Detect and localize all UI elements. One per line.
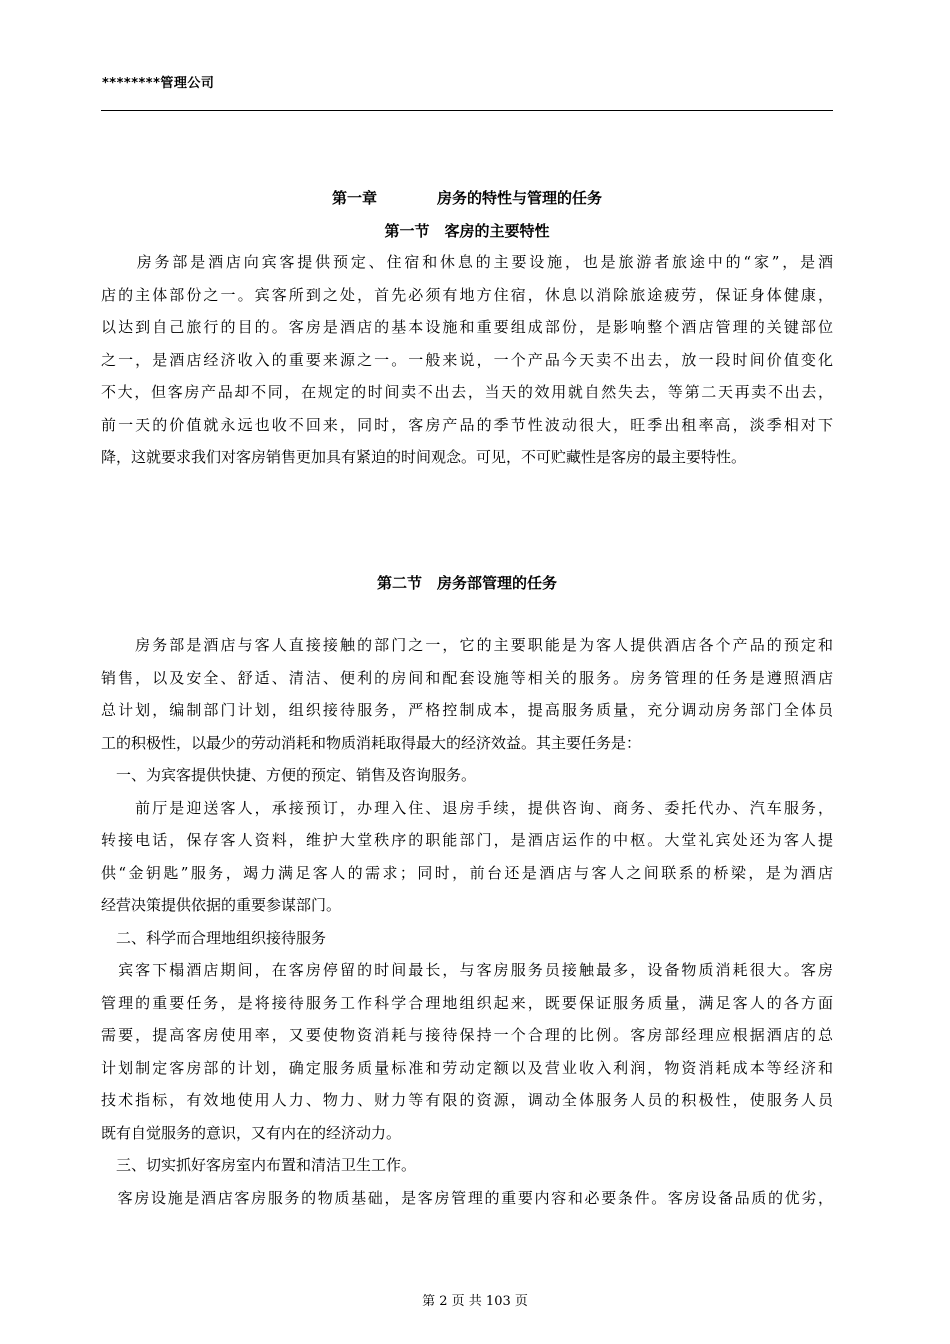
chapter-title: 第一章 房务的特性与管理的任务 [331, 189, 602, 207]
paragraph-line: 销售，以及安全、舒适、清洁、便利的房间和配套设施等相关的服务。房务管理的任务是遵照酒店 [101, 668, 833, 687]
company-header: ********管理公司 [102, 76, 215, 91]
paragraph-line: 降，这就要求我们对客房销售更加具有紧迫的时间观念。可见，不可贮藏性是客房的最主要特性。 [101, 448, 747, 466]
header-rule [101, 110, 833, 111]
paragraph-line: 既有自觉服务的意识，又有内在的经济动力。 [101, 1123, 402, 1142]
list-heading: 二、科学而合理地组织接待服务 [101, 928, 327, 947]
paragraph-line: 客房设施是酒店客房服务的物质基础，是客房管理的重要内容和必要条件。客房设备品质的优劣， [101, 1188, 833, 1207]
section1-body [101, 246, 833, 474]
list-heading: 一、为宾客提供快捷、方便的预定、销售及咨询服务。 [101, 766, 477, 784]
paragraph-line: 房务部是酒店与客人直接接触的部门之一，它的主要职能是为客人提供酒店各个产品的预定和 [101, 636, 833, 654]
paragraph-line: 需要，提高客房使用率，又要使物资消耗与接待保持一个合理的比例。客房部经理应根据酒店的总 [101, 1026, 833, 1044]
paragraph-line: 房务部是酒店向宾客提供预定、住宿和休息的主要设施，也是旅游者旅途中的“家”，是酒 [101, 253, 833, 271]
paragraph-line: 经营决策提供依据的重要参谋部门。 [101, 896, 342, 914]
paragraph-line: 计划制定客房部的计划，确定服务质量标准和劳动定额以及营业收入利润，物资消耗成本等经济和 [101, 1058, 833, 1077]
section2-title: 第二节 房务部管理的任务 [376, 574, 557, 592]
paragraph-line: 店的主体部份之一。宾客所到之处，首先必须有地方住宿，休息以消除旅途疲劳，保证身体健康， [101, 285, 833, 304]
section2-body [101, 629, 833, 1214]
section1-title: 第一节 客房的主要特性 [384, 222, 550, 240]
paragraph-line: 供“金钥匙”服务，竭力满足客人的需求；同时，前台还是酒店与客人之间联系的桥梁，是为酒店 [101, 863, 833, 882]
paragraph-line: 总计划，编制部门计划，组织接待服务，严格控制成本，提高服务质量，充分调动房务部门全体员 [101, 701, 833, 719]
paragraph-line: 管理的重要任务，是将接待服务工作科学合理地组织起来，既要保证服务质量，满足客人的各方面 [101, 993, 833, 1012]
paragraph-line: 之一，是酒店经济收入的重要来源之一。一般来说，一个产品今天卖不出去，放一段时间价值变化 [101, 350, 833, 369]
list-heading: 三、切实抓好客房室内布置和清洁卫生工作。 [101, 1156, 417, 1174]
paragraph-line: 宾客下榻酒店期间，在客房停留的时间最长，与客房服务员接触最多，设备物质消耗很大。客房 [101, 961, 833, 979]
paragraph-line: 转接电话，保存客人资料，维护大堂秩序的职能部门，是酒店运作的中枢。大堂礼宾处还为客人提 [101, 831, 833, 849]
paragraph-line: 不大，但客房产品却不同，在规定的时间卖不出去，当天的效用就自然失去，等第二天再卖不出去， [101, 383, 833, 401]
paragraph-line: 前厅是迎送客人，承接预订，办理入住、退房手续，提供咨询、商务、委托代办、汽车服务， [101, 798, 833, 817]
paragraph-line: 工的积极性，以最少的劳动消耗和物质消耗取得最大的经济效益。其主要任务是： [101, 733, 642, 752]
paragraph-line: 前一天的价值就永远也收不回来，同时，客房产品的季节性波动很大，旺季出租率高，淡季相对下 [101, 415, 833, 434]
page-number: 第 2 页 共 103 页 [422, 1294, 528, 1309]
paragraph-line: 以达到自己旅行的目的。客房是酒店的基本设施和重要组成部份，是影响整个酒店管理的关键部位 [101, 318, 833, 336]
paragraph-line: 技术指标，有效地使用人力、物力、财力等有限的资源，调动全体服务人员的积极性，使服务人员 [101, 1091, 833, 1109]
